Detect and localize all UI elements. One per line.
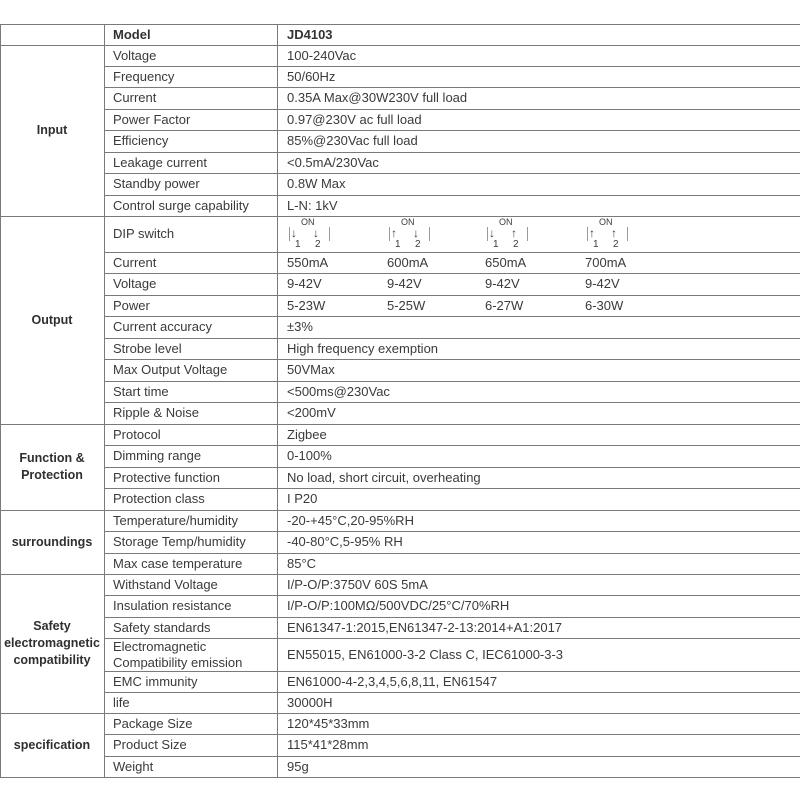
section-label: Input xyxy=(36,123,68,137)
row-label: Current xyxy=(113,254,157,270)
row-value: 50VMax xyxy=(287,362,335,377)
table-rule xyxy=(104,553,800,554)
row-label: Efficiency xyxy=(113,133,169,148)
section-label: Function & Protection xyxy=(19,451,85,482)
row-value: No load, short circuit, overheating xyxy=(287,469,481,485)
dip-frame xyxy=(429,227,430,241)
row-label: Protection class xyxy=(113,491,205,506)
row-value: 120*45*33mm xyxy=(287,715,370,731)
row-value: Zigbee xyxy=(287,426,327,442)
dip-switch-setting xyxy=(389,217,435,251)
table-rule xyxy=(104,359,800,360)
row-label: Control surge capability xyxy=(113,197,249,213)
table-rule xyxy=(104,109,800,110)
row-value: 115*41*28mm xyxy=(287,737,369,752)
table-rule xyxy=(104,692,800,693)
table-rule xyxy=(104,595,800,596)
dip-switch-setting xyxy=(587,217,633,251)
row-label: Protective function xyxy=(113,469,220,485)
row-value: 9-42V xyxy=(287,276,322,291)
section-label: specification xyxy=(13,737,91,752)
table-rule xyxy=(104,87,800,88)
table-rule xyxy=(277,24,278,778)
row-value: 95g xyxy=(287,758,309,774)
dip-switch-2-number: 2 xyxy=(613,239,619,250)
row-label: DIP switch xyxy=(113,226,175,241)
dip-on-label: ON xyxy=(599,217,613,227)
row-label: Standby power xyxy=(113,176,200,191)
table-rule xyxy=(104,756,800,757)
table-rule xyxy=(104,338,800,339)
row-label: Power xyxy=(113,297,150,313)
section-label: Output xyxy=(31,312,73,327)
row-value: 9-42V xyxy=(387,276,422,291)
dip-frame xyxy=(527,227,528,241)
table-rule xyxy=(104,316,800,317)
row-value: 30000H xyxy=(287,694,333,710)
table-rule xyxy=(104,152,800,153)
table-rule xyxy=(104,130,800,131)
row-value: 0.8W Max xyxy=(287,176,346,191)
row-value: 6-27W xyxy=(485,297,524,313)
dip-switch-2-number: 2 xyxy=(315,239,321,250)
dip-frame xyxy=(389,227,390,241)
row-value: 600mA xyxy=(387,254,429,270)
row-value: <500ms@230Vac xyxy=(287,383,390,399)
table-rule xyxy=(0,713,800,714)
dip-on-label: ON xyxy=(401,217,415,227)
row-value: 85°C xyxy=(287,555,317,571)
row-label: EMC immunity xyxy=(113,673,198,689)
row-label: Weight xyxy=(113,758,154,774)
table-rule xyxy=(104,66,800,67)
row-value: 0.35A Max@30W230V full load xyxy=(287,90,468,105)
table-rule xyxy=(104,617,800,618)
table-rule xyxy=(0,777,800,778)
row-label: Frequency xyxy=(113,68,175,84)
row-value: 0-100% xyxy=(287,448,332,463)
row-value: 50/60Hz xyxy=(287,68,336,84)
table-rule xyxy=(0,424,800,425)
row-label: Ripple & Noise xyxy=(113,405,199,420)
table-rule xyxy=(104,295,800,296)
table-rule xyxy=(104,531,800,532)
row-value: -40-80°C,5-95% RH xyxy=(287,534,403,549)
section-label: Safety electromagnetic compatibility xyxy=(4,619,100,667)
dip-switch-2-arrow-icon: ↓ xyxy=(313,226,319,240)
dip-switch-1-number: 1 xyxy=(395,239,401,250)
row-value: 0.97@230V ac full load xyxy=(287,111,422,127)
dip-switch-1-number: 1 xyxy=(493,239,499,250)
row-value: EN61000-4-2,3,4,5,6,8,11, EN61547 xyxy=(287,673,498,689)
row-value: 550mA xyxy=(287,254,329,270)
row-value: EN61347-1:2015,EN61347-2-13:2014+A1:2017 xyxy=(287,619,563,635)
table-rule xyxy=(104,195,800,196)
row-label: Start time xyxy=(113,383,169,399)
row-value: High frequency exemption xyxy=(287,340,439,356)
table-rule xyxy=(104,671,800,672)
dip-switch-1-arrow-icon: ↓ xyxy=(291,226,297,240)
table-rule xyxy=(104,734,800,735)
table-rule xyxy=(0,510,800,511)
row-label: Voltage xyxy=(113,276,157,291)
row-value: I/P-O/P:100MΩ/500VDC/25°C/70%RH xyxy=(287,598,510,613)
row-label: Withstand Voltage xyxy=(113,576,218,592)
table-rule xyxy=(0,24,800,25)
row-label: Dimming range xyxy=(113,448,202,463)
row-label: Insulation resistance xyxy=(113,598,232,613)
table-rule xyxy=(104,273,800,274)
row-value: EN55015, EN61000-3-2 Class C, IEC61000-3-3 xyxy=(287,646,564,662)
table-rule xyxy=(104,252,800,253)
dip-switch-1-number: 1 xyxy=(593,239,599,250)
row-label: Leakage current xyxy=(113,154,207,170)
section-label: surroundings xyxy=(11,534,93,549)
row-value: 9-42V xyxy=(485,276,520,291)
row-value: I P20 xyxy=(287,491,318,506)
row-value: ±3% xyxy=(287,319,313,334)
row-value: 5-25W xyxy=(387,297,426,313)
dip-switch-2-arrow-icon: ↓ xyxy=(413,226,419,240)
dip-frame xyxy=(587,227,588,241)
dip-switch-1-number: 1 xyxy=(295,239,301,250)
dip-switch-2-arrow-icon: ↑ xyxy=(611,226,617,240)
model-value: JD4103 xyxy=(287,26,333,42)
table-rule xyxy=(104,381,800,382)
row-label: Max case temperature xyxy=(113,555,243,571)
row-label: Voltage xyxy=(113,47,157,63)
row-label: Current xyxy=(113,90,157,105)
dip-switch-2-arrow-icon: ↑ xyxy=(511,226,517,240)
dip-switch-2-number: 2 xyxy=(513,239,519,250)
dip-frame xyxy=(289,227,290,241)
row-value: L-N: 1kV xyxy=(287,197,338,213)
dip-switch-2-number: 2 xyxy=(415,239,421,250)
row-value: <200mV xyxy=(287,405,336,420)
row-label: Electromagnetic Compatibility emission xyxy=(113,638,243,670)
model-label: Model xyxy=(113,26,151,42)
dip-frame xyxy=(329,227,330,241)
row-label: Max Output Voltage xyxy=(113,362,228,377)
row-value: -20-+45°C,20-95%RH xyxy=(287,512,414,528)
dip-frame xyxy=(487,227,488,241)
table-rule xyxy=(104,402,800,403)
row-label: Power Factor xyxy=(113,111,191,127)
row-label: Temperature/humidity xyxy=(113,512,238,528)
table-rule xyxy=(104,24,105,778)
dip-on-label: ON xyxy=(499,217,513,227)
row-value: 700mA xyxy=(585,254,627,270)
dip-switch-1-arrow-icon: ↑ xyxy=(391,226,397,240)
row-value: <0.5mA/230Vac xyxy=(287,154,379,170)
row-label: Package Size xyxy=(113,715,193,731)
row-label: Storage Temp/humidity xyxy=(113,534,246,549)
table-rule xyxy=(104,173,800,174)
table-rule xyxy=(104,467,800,468)
row-value: 9-42V xyxy=(585,276,620,291)
dip-on-label: ON xyxy=(301,217,315,227)
row-label: Current accuracy xyxy=(113,319,212,334)
table-rule xyxy=(0,24,1,778)
dip-switch-1-arrow-icon: ↓ xyxy=(489,226,495,240)
row-value: 100-240Vac xyxy=(287,47,357,63)
table-rule xyxy=(0,45,800,46)
row-label: life xyxy=(113,694,130,710)
row-label: Protocol xyxy=(113,426,161,442)
row-value: I/P-O/P:3750V 60S 5mA xyxy=(287,576,428,592)
table-rule xyxy=(0,574,800,575)
dip-frame xyxy=(627,227,628,241)
row-value: 5-23W xyxy=(287,297,326,313)
row-value: 85%@230Vac full load xyxy=(287,133,418,148)
dip-switch-1-arrow-icon: ↑ xyxy=(589,226,595,240)
row-value: 6-30W xyxy=(585,297,624,313)
table-rule xyxy=(104,488,800,489)
row-label: Product Size xyxy=(113,737,187,752)
table-rule xyxy=(104,445,800,446)
row-value: 650mA xyxy=(485,254,527,270)
row-label: Strobe level xyxy=(113,340,182,356)
dip-switch-setting xyxy=(289,217,335,251)
dip-switch-setting xyxy=(487,217,533,251)
row-label: Safety standards xyxy=(113,619,211,635)
